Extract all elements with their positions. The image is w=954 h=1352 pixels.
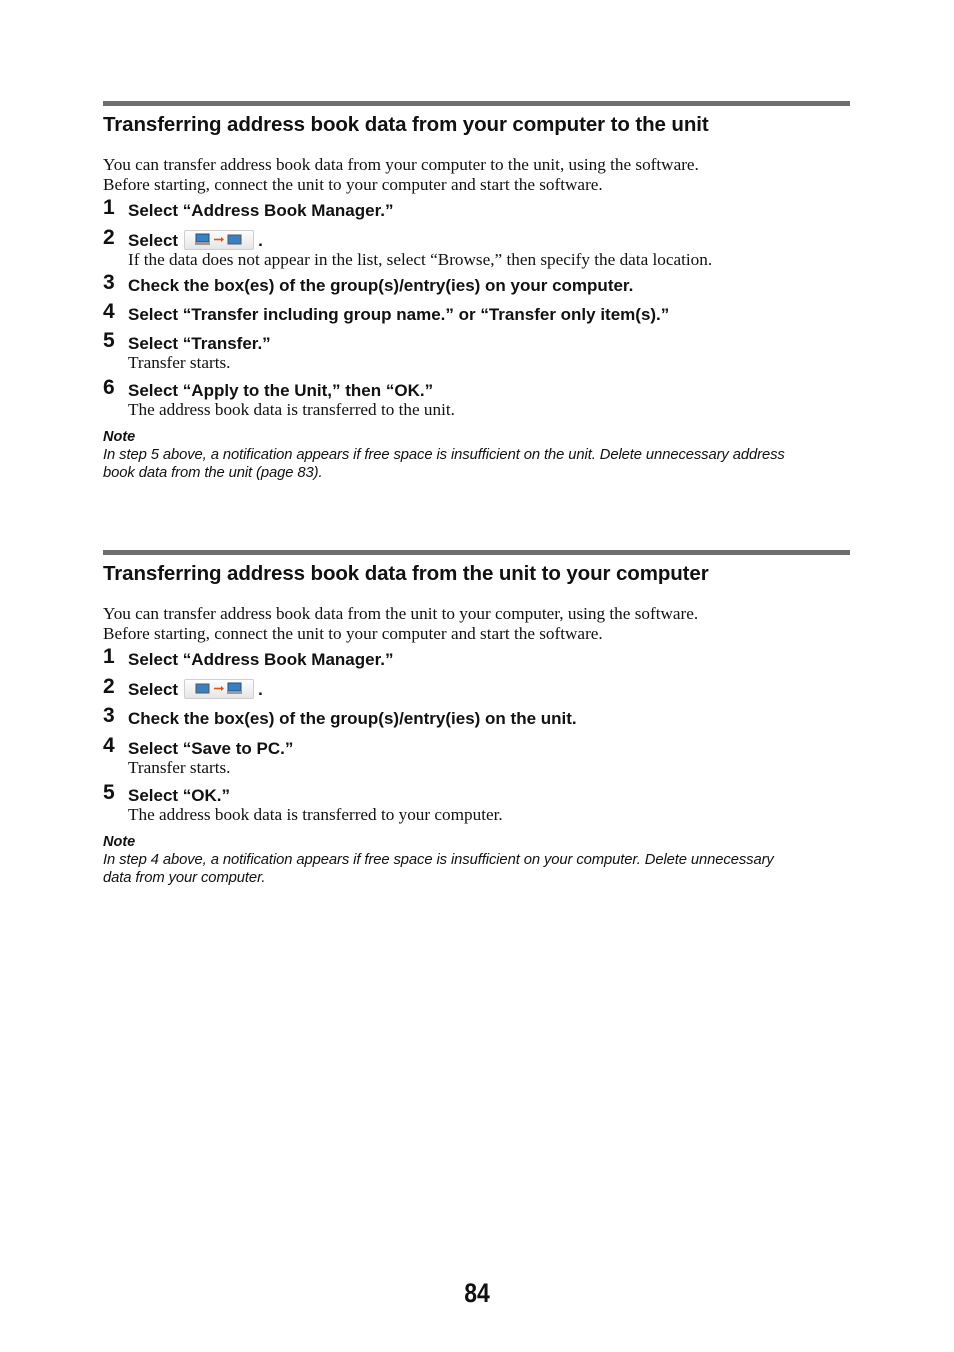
step-1 bbox=[103, 646, 850, 671]
section-title: Transferring address book data from your computer to the unit bbox=[103, 113, 709, 136]
section-computer-to-unit bbox=[103, 101, 850, 482]
section-unit-to-computer bbox=[103, 550, 850, 887]
page-number: 84 bbox=[464, 1278, 490, 1308]
section-rule bbox=[103, 550, 850, 555]
step-text: Select “Save to PC.” bbox=[128, 739, 294, 758]
step-2 bbox=[103, 676, 850, 701]
step-number: 1 bbox=[103, 196, 115, 219]
step-number: 5 bbox=[103, 329, 115, 352]
step-number: 6 bbox=[103, 376, 115, 399]
step-detail: The address book data is transferred to your computer. bbox=[128, 805, 503, 824]
step-4 bbox=[103, 301, 850, 326]
step-number: 2 bbox=[103, 226, 115, 249]
step-text: Select . bbox=[128, 680, 263, 699]
note-text: In step 4 above, a notification appears if free space is insufficient on your computer. Delete unnecessary data from your computer. bbox=[103, 852, 774, 886]
step-detail: Transfer starts. bbox=[128, 353, 231, 372]
step-2 bbox=[103, 227, 850, 270]
step-4 bbox=[103, 735, 850, 778]
step-1 bbox=[103, 197, 850, 222]
computer-to-unit-icon bbox=[184, 230, 254, 250]
step-list bbox=[103, 646, 850, 825]
step-detail: If the data does not appear in the list, select “Browse,” then specify the data location. bbox=[128, 250, 713, 269]
step-5 bbox=[103, 330, 850, 373]
step-number: 2 bbox=[103, 675, 115, 698]
step-number: 1 bbox=[103, 645, 115, 668]
step-text: Select “Address Book Manager.” bbox=[128, 650, 394, 669]
step-detail: Transfer starts. bbox=[128, 758, 231, 777]
step-3 bbox=[103, 705, 850, 730]
intro-text: You can transfer address book data from your computer to the unit, using the software. Before starting, connect the unit to your computer and start the software. bbox=[103, 155, 699, 194]
step-3 bbox=[103, 272, 850, 297]
step-number: 3 bbox=[103, 704, 115, 727]
unit-to-computer-icon bbox=[184, 679, 254, 699]
section-rule bbox=[103, 101, 850, 106]
note-title: Note bbox=[103, 429, 136, 445]
step-number: 4 bbox=[103, 300, 115, 323]
note-text: In step 5 above, a notification appears if free space is insufficient on the unit. Delete unnecessary address book data from the unit (page 83). bbox=[103, 447, 785, 481]
step-list bbox=[103, 197, 850, 420]
intro-text: You can transfer address book data from the unit to your computer, using the software. Before starting, connect the unit to your computer and start the software. bbox=[103, 604, 699, 643]
step-text: Select “Address Book Manager.” bbox=[128, 201, 394, 220]
step-text: Select “OK.” bbox=[128, 786, 231, 805]
step-text: Select “Transfer.” bbox=[128, 334, 271, 353]
step-text: Check the box(es) of the group(s)/entry(ies) on your computer. bbox=[128, 276, 634, 295]
step-5 bbox=[103, 782, 850, 825]
step-text: Select “Apply to the Unit,” then “OK.” bbox=[128, 381, 434, 400]
step-text: Select “Transfer including group name.” or “Transfer only item(s).” bbox=[128, 305, 670, 324]
step-detail: The address book data is transferred to the unit. bbox=[128, 400, 455, 419]
step-number: 3 bbox=[103, 271, 115, 294]
step-text: Check the box(es) of the group(s)/entry(ies) on the unit. bbox=[128, 709, 577, 728]
section-title: Transferring address book data from the unit to your computer bbox=[103, 562, 709, 585]
step-number: 5 bbox=[103, 781, 115, 804]
step-text: Select . bbox=[128, 231, 263, 250]
note-title: Note bbox=[103, 834, 136, 850]
step-6 bbox=[103, 377, 850, 420]
step-number: 4 bbox=[103, 734, 115, 757]
